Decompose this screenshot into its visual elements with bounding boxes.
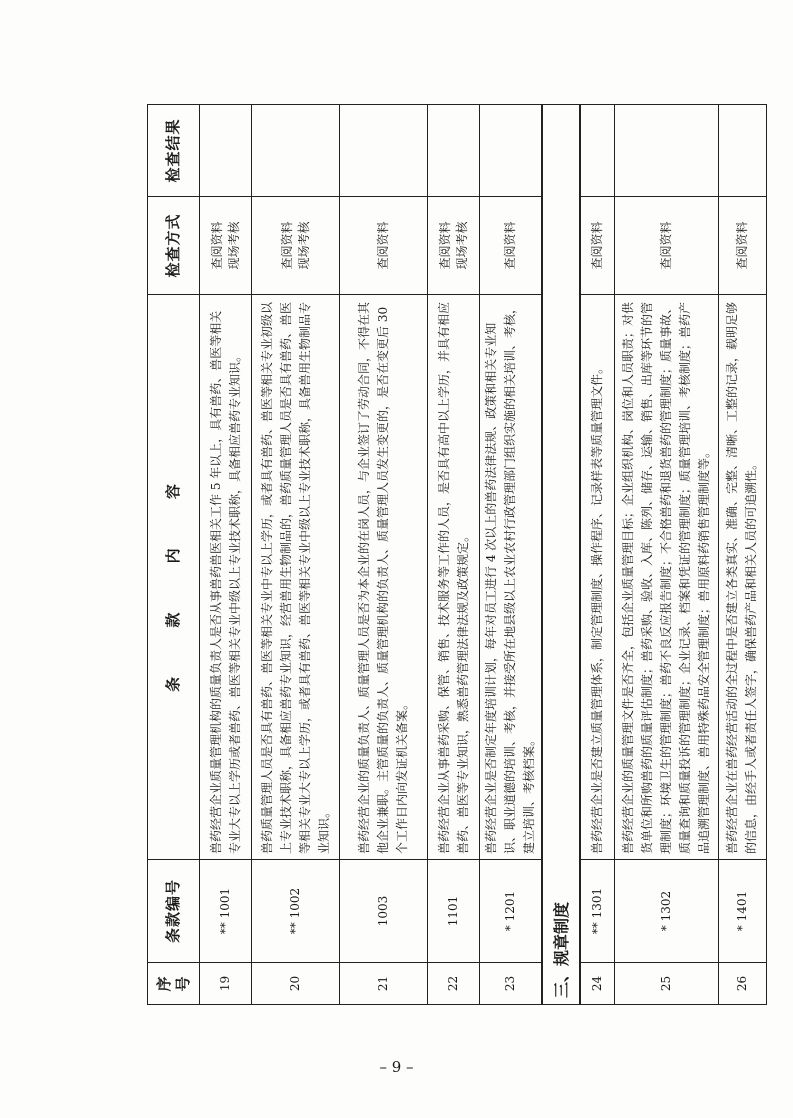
table-row bbox=[614, 105, 718, 1005]
header-method: 检查方式 bbox=[148, 197, 200, 295]
table-body-rules bbox=[580, 105, 766, 1005]
header-content: 条 款 内 容 bbox=[148, 295, 200, 860]
method-line: 查阅资料 bbox=[279, 221, 294, 270]
clause-code: ** 1002 bbox=[252, 860, 340, 963]
inspection-result bbox=[428, 105, 480, 197]
row-serial: 19 bbox=[200, 963, 252, 1005]
clause-content: 兽药经营企业在兽药经营活动的全过程中是否建立各类真实、准确、完整、清晰、工整的记录，载明足够的信息，由经手人或者责任人签字，确保兽药产品和相关人员的可追溯性。 bbox=[718, 295, 766, 860]
page-number: – 9 – bbox=[379, 1058, 414, 1076]
method-line: 查阅资料 bbox=[209, 221, 224, 270]
row-serial: 22 bbox=[428, 963, 480, 1005]
clause-code: ** 1001 bbox=[200, 860, 252, 963]
row-serial: 23 bbox=[480, 963, 543, 1005]
table-row bbox=[480, 105, 543, 1005]
inspection-result bbox=[718, 105, 766, 197]
header-serial: 序号 bbox=[148, 963, 200, 1005]
row-serial: 21 bbox=[340, 963, 428, 1005]
table-row bbox=[580, 105, 614, 1005]
clause-content: 兽药经营企业的质量负责人、质量管理人员是否为本企业的在岗人员，与企业签订了劳动合同，不得在其他企业兼职。主管质量的负责人、质量管理机构的负责人、质量管理人员发生变更的，是否在变更后 30 个工作日内向发证机关备案。 bbox=[340, 295, 428, 860]
row-serial: 26 bbox=[718, 963, 766, 1005]
clause-code: ** 1301 bbox=[580, 860, 614, 963]
clause-content: 兽药经营企业从事兽药采购、保管、销售、技术服务等工作的人员，是否具有高中以上学历，并具有相应兽药、兽医等专业知识，熟悉兽药管理法律法规及政策规定。 bbox=[428, 295, 480, 860]
clause-content: 兽药经营企业的质量管理文件是否齐全，包括企业质量管理目标；企业组织机构、岗位和人员职责；对供货单位和所购兽药的质量评估制度；兽药采购、验收、入库、陈列、储存、运输、销售、出库等环节的管理制度；环境卫生的管理制度；兽药不良反应报告制度；不合格兽药和退货兽药的管理制度；质量事故、质量查询和质量投诉的管理制度；企业记录、档案和凭证的管理制度；质量管理培训、考核制度；兽药产品追溯管理制度、兽用特殊药品安全管理制度；兽用原料药销售管理制度等。 bbox=[614, 295, 718, 860]
clause-content: 兽药经营企业质量管理机构的质量负责人是否从事兽药兽医相关工作 5 年以上，具有兽药、兽医等相关专业大专以上学历或者兽药、兽医等相关专业中级以上专业技术职称，具备相应兽药专业知识。 bbox=[200, 295, 252, 860]
inspection-result bbox=[340, 105, 428, 197]
clause-content: 兽药质量管理人员是否具有兽药、兽医等相关专业中专以上学历，或者具有兽药、兽医等相关专业初级以上专业技术职称，具备相应兽药专业知识，经营兽用生物制品的，兽药质量管理人员是否具有兽药、兽医等相关专业大专以上学历，或者具有兽药、兽医等相关专业中级以上专业技术职称，具备兽用生物制品专业知识。 bbox=[252, 295, 340, 860]
inspection-table bbox=[147, 104, 767, 1005]
row-serial: 20 bbox=[252, 963, 340, 1005]
method-line: 查阅资料 bbox=[437, 221, 452, 270]
inspection-result bbox=[580, 105, 614, 197]
inspection-result bbox=[200, 105, 252, 197]
clause-code: * 1201 bbox=[480, 860, 543, 963]
inspection-result bbox=[614, 105, 718, 197]
method-line: 现场考核 bbox=[454, 221, 469, 270]
table-body-personnel bbox=[200, 105, 543, 1005]
table-row bbox=[200, 105, 252, 1005]
rotated-table-wrapper bbox=[147, 105, 757, 1005]
inspection-result bbox=[480, 105, 543, 197]
method-line: 查阅资料 bbox=[658, 221, 673, 270]
method-line: 现场考核 bbox=[226, 221, 241, 270]
section-title: 三、规章制度 bbox=[542, 105, 580, 1005]
inspection-result bbox=[252, 105, 340, 197]
clause-content: 兽药经营企业是否建立质量管理体系，制定管理制度、操作程序、记录样表等质量管理文件。 bbox=[580, 295, 614, 860]
clause-code: * 1401 bbox=[718, 860, 766, 963]
inspection-method bbox=[480, 197, 543, 295]
method-line: 查阅资料 bbox=[503, 221, 517, 270]
inspection-method bbox=[428, 197, 480, 295]
method-line: 查阅资料 bbox=[376, 221, 390, 270]
inspection-method bbox=[580, 197, 614, 295]
clause-code: * 1302 bbox=[614, 860, 718, 963]
clause-content: 兽药经营企业是否制定年度培训计划，每年对员工进行 4 次以上的兽药法律法规、政策和相关专业知识、职业道德的培训、考核，并接受所在地县级以上农业农村行政管理部门组织实施的相关培训、考核，建立培训、考核档案。 bbox=[480, 295, 543, 860]
inspection-method bbox=[614, 197, 718, 295]
inspection-method bbox=[718, 197, 766, 295]
clause-code: 1101 bbox=[428, 860, 480, 963]
row-serial: 25 bbox=[614, 963, 718, 1005]
header-row bbox=[148, 105, 200, 1005]
header-code: 条款编号 bbox=[148, 860, 200, 963]
method-line: 查阅资料 bbox=[589, 221, 604, 270]
header-result: 检查结果 bbox=[148, 105, 200, 197]
clause-code: 1003 bbox=[340, 860, 428, 963]
method-line: 查阅资料 bbox=[734, 221, 749, 270]
section-row bbox=[542, 105, 580, 1005]
table-row bbox=[340, 105, 428, 1005]
table-row bbox=[252, 105, 340, 1005]
inspection-method bbox=[340, 197, 428, 295]
table-row bbox=[718, 105, 766, 1005]
row-serial: 24 bbox=[580, 963, 614, 1005]
inspection-method bbox=[200, 197, 252, 295]
inspection-method bbox=[252, 197, 340, 295]
method-line: 现场考核 bbox=[296, 221, 311, 270]
table-row bbox=[428, 105, 480, 1005]
